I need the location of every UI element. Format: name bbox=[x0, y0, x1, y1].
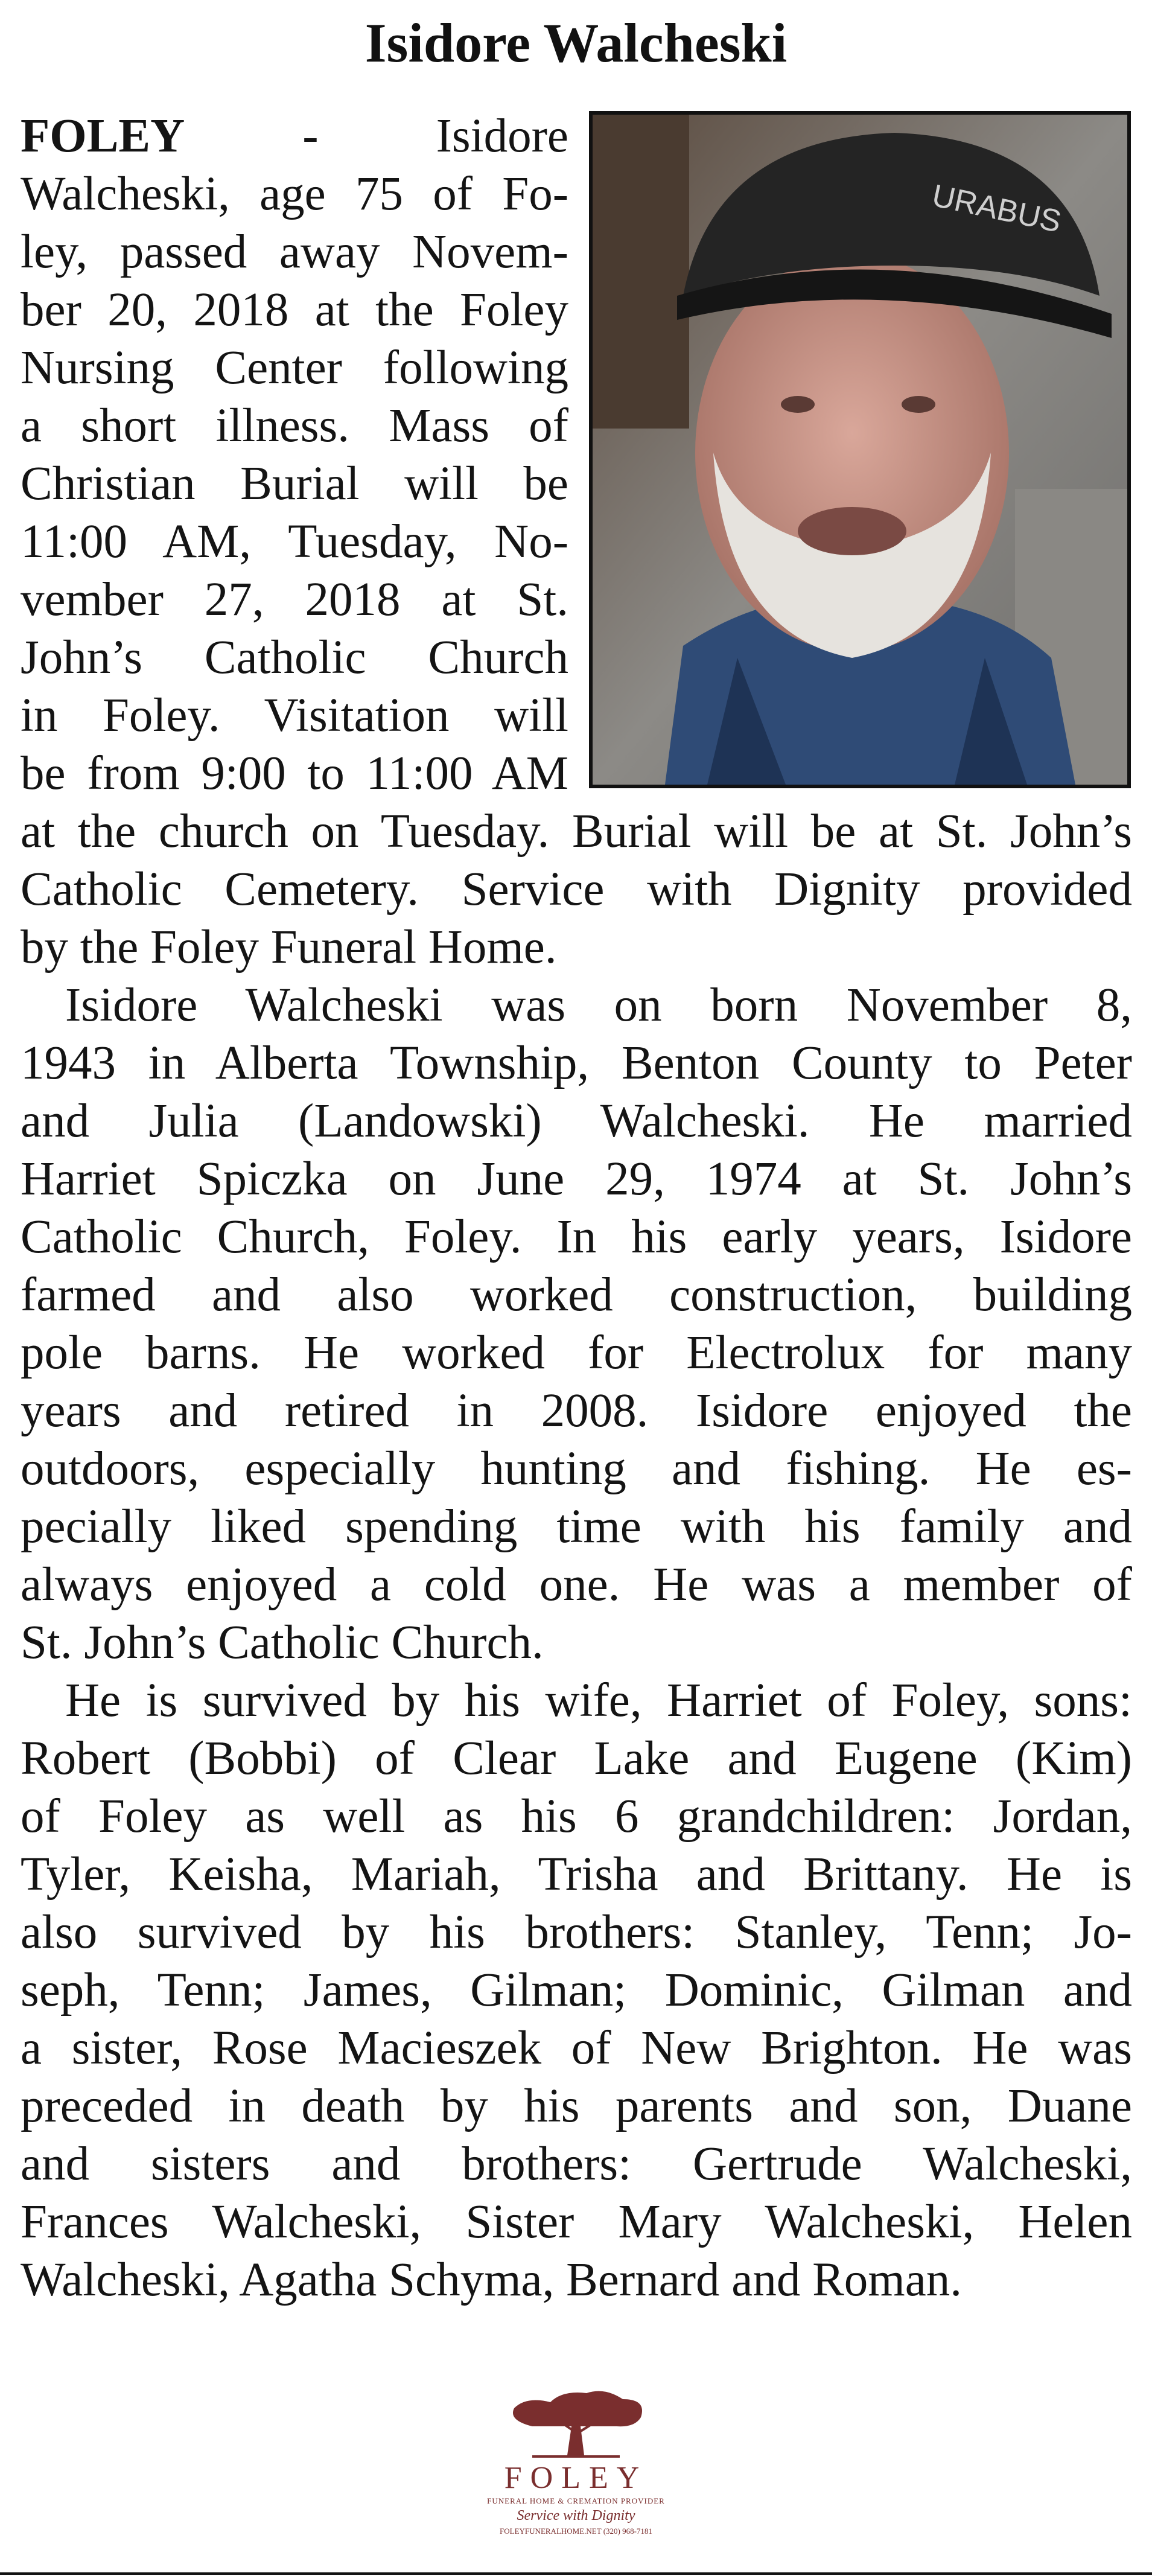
body-line bbox=[21, 107, 568, 165]
body-line: and Julia (Landowski) Walcheski. He married bbox=[21, 1095, 1132, 1147]
cap-text: URABUS bbox=[929, 178, 1064, 240]
body-line: always enjoyed a cold one. He was a member of bbox=[21, 1558, 1132, 1611]
body-line: farmed and also worked construction, building bbox=[21, 1269, 1132, 1321]
body-line: He is survived by his wife, Harriet of Foley, sons: bbox=[65, 1674, 1132, 1727]
body-line: seph, Tenn; James, Gilman; Dominic, Gilman and bbox=[21, 1964, 1132, 2016]
body-line: Tyler, Keisha, Mariah, Trisha and Brittany. He is bbox=[21, 1848, 1132, 1901]
body-line: Walcheski, age 75 of Fo- bbox=[21, 168, 568, 220]
body-line: 1943 in Alberta Township, Benton County to Peter bbox=[21, 1037, 1132, 1089]
funeral-home-logo bbox=[442, 2384, 710, 2547]
body-line: Isidore Walcheski was on born November 8, bbox=[65, 979, 1132, 1031]
body-line: pecially liked spending time with his family and bbox=[21, 1500, 1132, 1553]
body-line: also survived by his brothers: Stanley, Tenn; Jo- bbox=[21, 1906, 1132, 1959]
logo-name: FOLEY bbox=[504, 2461, 648, 2495]
body-line: John’s Catholic Church bbox=[21, 631, 568, 684]
body-line: St. John’s Catholic Church. bbox=[21, 1616, 544, 1669]
body-line: Walcheski, Agatha Schyma, Bernard and Roman. bbox=[21, 2254, 963, 2306]
obituary-title: Isidore Walcheski bbox=[364, 12, 788, 74]
body-line: Christian Burial will be bbox=[21, 457, 568, 510]
body-line: Harriet Spiczka on June 29, 1974 at St. John’s bbox=[21, 1153, 1132, 1205]
logo-subtitle: FUNERAL HOME & CREMATION PROVIDER bbox=[487, 2496, 665, 2505]
body-line: pole barns. He worked for Electrolux for many bbox=[21, 1327, 1132, 1379]
portrait-photo-image bbox=[593, 115, 1127, 785]
dateline-location: FOLEY bbox=[21, 110, 185, 162]
body-line: and sisters and brothers: Gertrude Walcheski, bbox=[21, 2138, 1132, 2190]
body-line: Catholic Cemetery. Service with Dignity provided bbox=[21, 863, 1132, 916]
body-line: by the Foley Funeral Home. bbox=[21, 921, 557, 974]
logo-contact: FOLEYFUNERALHOME.NET (320) 968-7181 bbox=[500, 2527, 652, 2536]
body-line: in Foley. Visitation will bbox=[21, 689, 568, 742]
body-line: a sister, Rose Macieszek of New Brighton. He was bbox=[21, 2022, 1132, 2074]
body-line: a short illness. Mass of bbox=[21, 400, 568, 452]
body-line: be from 9:00 to 11:00 AM bbox=[21, 747, 568, 800]
body-line: Catholic Church, Foley. In his early years, Isidore bbox=[21, 1211, 1132, 1263]
body-line: ber 20, 2018 at the Foley bbox=[21, 284, 568, 336]
body-line: outdoors, especially hunting and fishing. He es- bbox=[21, 1443, 1132, 1495]
body-line: Frances Walcheski, Sister Mary Walcheski, Helen bbox=[21, 2196, 1132, 2248]
logo-tagline: Service with Dignity bbox=[517, 2508, 635, 2523]
body-line: Robert (Bobbi) of Clear Lake and Eugene (Kim) bbox=[21, 1732, 1132, 1785]
dateline-text: - Isidore bbox=[185, 110, 568, 162]
body-line: of Foley as well as his 6 grandchildren: Jordan, bbox=[21, 1790, 1132, 1843]
body-line: years and retired in 2008. Isidore enjoyed the bbox=[21, 1385, 1132, 1437]
body-line: at the church on Tuesday. Burial will be at St. John’s bbox=[21, 805, 1132, 858]
body-line: 11:00 AM, Tuesday, No- bbox=[21, 515, 568, 568]
bottom-rule bbox=[0, 2572, 1152, 2575]
portrait-photo bbox=[589, 111, 1131, 788]
tree-icon bbox=[442, 2384, 710, 2463]
body-line: ley, passed away Novem- bbox=[21, 226, 568, 278]
body-line: Nursing Center following bbox=[21, 342, 568, 394]
body-line: preceded in death by his parents and son, Duane bbox=[21, 2080, 1132, 2132]
body-line: vember 27, 2018 at St. bbox=[21, 573, 568, 626]
